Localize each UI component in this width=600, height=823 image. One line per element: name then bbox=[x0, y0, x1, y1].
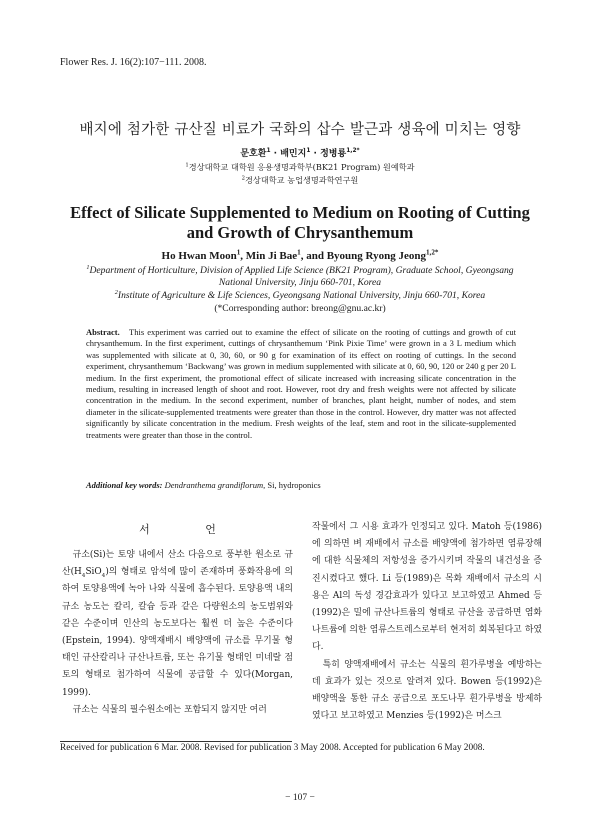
paragraph: 작물에서 그 시용 효과가 인정되고 있다. Matoh 등(1986)에 의하면 벼 재배에서 규소를 배양액에 첨가하면 염류장해에 대한 식물체의 저항성을 증가시키며 작물의 내건성을 증진시켰다고 했다. Li 등(1989)은 목화 재배에서 규소의 시용은 Al의 독성 경감효과가 있다고 보고하였고 Ahmed 등(1992)은 밀에 규산나트륨의 형태로 규산을 공급하면 염화나트륨에 의한 염류스트레스로부터 현저히 회복된다고 하였다. bbox=[312, 522, 542, 653]
author-separator: · bbox=[273, 149, 278, 159]
english-title-line-2: and Growth of Chrysanthemum bbox=[186, 223, 414, 242]
korean-title: 배지에 첨가한 규산질 비료가 국화의 삽수 발근과 생육에 미치는 영향 bbox=[79, 122, 521, 138]
keywords-label: Additional key words: bbox=[86, 480, 163, 490]
english-affiliation-1-line-1 bbox=[40, 265, 560, 277]
author-mark: 1 bbox=[266, 148, 271, 154]
korean-authors bbox=[0, 146, 600, 159]
text-run: )의 형태로 암석에 많이 존재하며 풍화작용에 의하여 토양용액에 녹아 나와 식물에 흡수된다. 토양용액 내의 규소 농도는 칼리, 칼슘 등과 같은 다량원소의 농도범위와 같은 수준이며 인산의 농도보다는 훨씬 더 높은 수준이다(Epstein, 1994). 양액재배시 배양액에 규소를 무기물 형태인 규산칼리나 규산나트륨, 또는 유기물 형태인 미네랄 점토의 형태로 첨가하여 식물에 공급할 수 있다(Morgan, 1999). bbox=[62, 567, 293, 698]
english-author-2: Min Ji Bae bbox=[245, 250, 298, 262]
footnote-rule bbox=[60, 741, 292, 742]
korean-affiliation-1 bbox=[0, 162, 600, 173]
abstract bbox=[86, 327, 516, 441]
author-mark: 1 bbox=[297, 248, 301, 257]
page-number: − 107 − bbox=[285, 793, 315, 803]
author-mark: 1 bbox=[236, 248, 241, 257]
journal-citation: Flower Res. J. 16(2):107−111. 2008. bbox=[60, 57, 207, 68]
affiliation-mark: 2 bbox=[114, 288, 118, 296]
keyword-species: Dendranthema grandiflorum bbox=[164, 480, 264, 490]
body-column-right bbox=[312, 519, 542, 725]
received-footnote: Received for publication 6 Mar. 2008. Revised for publication 3 May 2008. Accepted for publication 6 May 2008. bbox=[60, 743, 485, 753]
affiliation-mark: 2 bbox=[241, 175, 246, 182]
english-affiliation-1 bbox=[40, 265, 560, 289]
section-heading: 서 언 bbox=[139, 523, 242, 536]
english-affiliation-1-line-2: National University, Jinju 660-701, Korea bbox=[218, 277, 382, 288]
text-run: 규소(Si)는 토양 내에서 산소 다음으로 풍부한 원소로 규산(H bbox=[62, 550, 293, 578]
affiliation-mark: 1 bbox=[185, 162, 189, 169]
english-title bbox=[0, 203, 600, 243]
paragraph: 규소는 식물의 필수원소에는 포함되지 않지만 여러 bbox=[72, 704, 267, 715]
abstract-text: This experiment was carried out to examine the effect of silicate on the rooting of cuttings and growth of cut chrysanthemum. In the first experiment, cuttings of chrysanthemum ‘Pink Pixie Time’ were grown in a 3 L medium which was supplemented with silicate at 0, 30, 60, or 90 g for examination of its effect on rooting of cuttings. In the second experiment, chrysanthemum ‘Backwang’ was grown in medium supplemented with silicate at 0, 60, 90, 120 or 240 g per 20 L medium. In the first experiment, the promotional effect of silicate increased with increasing silicate concentration in the medium, resulting in increased length of shoot and root. However, root dry and fresh weights were not affected by silicate concentration in the medium. In the second experiment, number of branches, plant height, number of nodes, and stem diameter in the silicate-supplemented treatments were greater than those in the control. However, dry matter was not affected significantly by silicate concentration in the medium. Fresh weights of the leaf, stem and root in the silicate-supplemented treatments were greater than those in the control. bbox=[86, 327, 516, 440]
english-affiliation-2 bbox=[40, 290, 560, 302]
affiliation-text: 경상대학교 대학원 응용생명과학부(BK21 Program) 원예학과 bbox=[188, 162, 415, 172]
author-mark: 1,2* bbox=[346, 148, 360, 154]
corresponding-author: (*Corresponding author: breong@gnu.ac.kr) bbox=[214, 303, 386, 314]
korean-affiliation-2 bbox=[0, 175, 600, 186]
keywords bbox=[86, 480, 516, 490]
korean-author-1: 문호환 bbox=[240, 149, 267, 159]
korean-author-2: 배민지 bbox=[280, 149, 307, 159]
english-authors bbox=[0, 250, 600, 262]
author-separator: , and bbox=[300, 250, 327, 262]
affiliation-text: Department of Horticulture, Division of Applied Life Science (BK21 Program), Graduate School, Gyeongsang bbox=[89, 265, 514, 276]
subscript: 4 bbox=[81, 572, 86, 579]
body-column-left bbox=[62, 547, 293, 719]
author-mark: 1,2* bbox=[425, 248, 439, 257]
subscript: 4 bbox=[101, 572, 106, 579]
paragraph bbox=[62, 547, 293, 702]
text-run: SiO bbox=[85, 567, 102, 578]
abstract-label: Abstract. bbox=[86, 327, 120, 337]
english-title-line-1: Effect of Silicate Supplemented to Medium on Rooting of Cutting bbox=[70, 203, 530, 222]
paragraph: 특히 양액재배에서 규소는 식물의 흰가루병을 예방하는데 효과가 있는 것으로 알려져 있다. Bowen 등(1992)은 배양액을 통한 규소 공급으로 포도나무 흰가루병을 방제하였다고 보고하였고 Menzies 등(1992)은 머스크 bbox=[312, 659, 542, 722]
author-mark: 1 bbox=[306, 148, 311, 154]
english-author-3: Byoung Ryong Jeong bbox=[326, 250, 426, 262]
author-separator: , bbox=[240, 250, 246, 262]
affiliation-text: 경상대학교 농업생명과학연구원 bbox=[245, 175, 359, 185]
english-author-1: Ho Hwan Moon bbox=[161, 250, 237, 262]
affiliation-mark: 1 bbox=[86, 263, 90, 271]
author-separator: · bbox=[313, 149, 317, 159]
affiliation-text: Institute of Agriculture & Life Sciences, Gyeongsang National University, Jinju 660-701, Korea bbox=[117, 290, 486, 301]
keywords-rest: , Si, hydroponics bbox=[263, 480, 321, 490]
korean-author-3: 정병룡 bbox=[320, 149, 347, 159]
